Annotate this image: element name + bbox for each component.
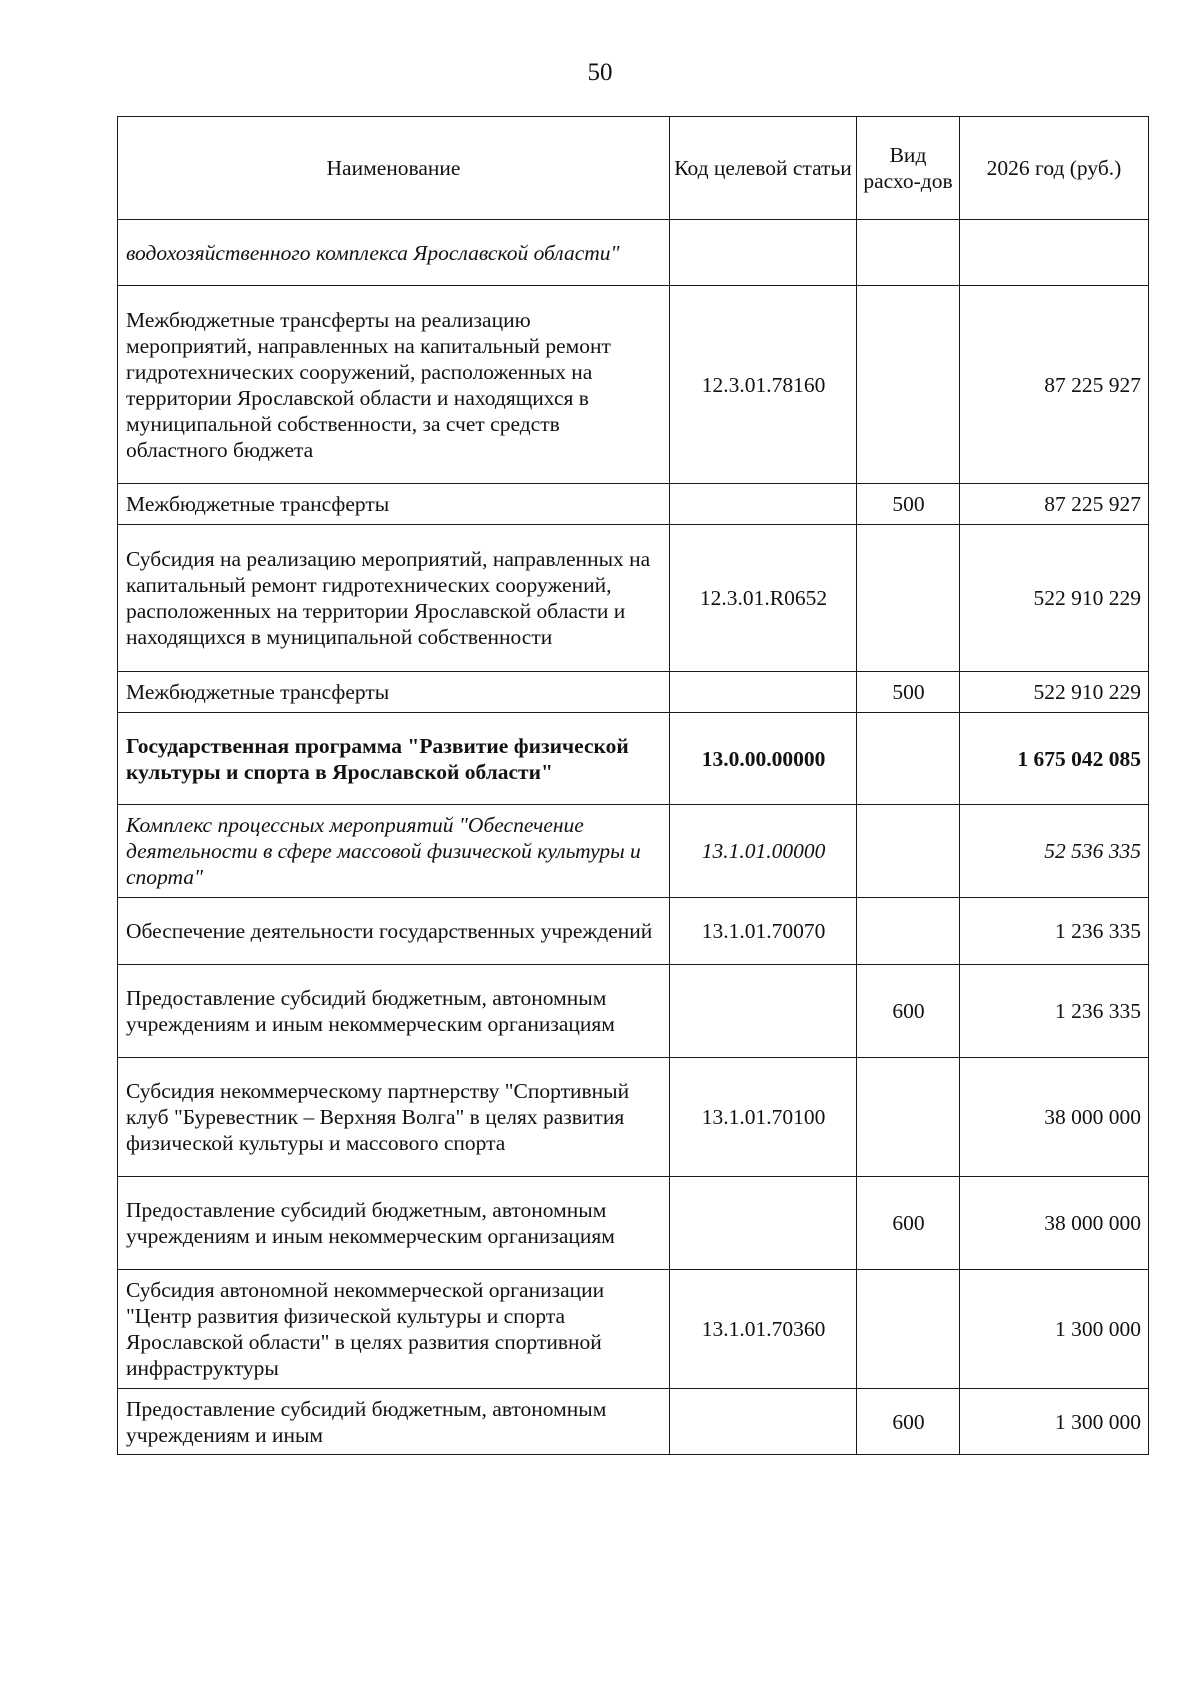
cell-kind bbox=[857, 713, 960, 805]
cell-name: Государственная программа "Развитие физической культуры и спорта в Ярославской области" bbox=[118, 713, 670, 805]
cell-name: Предоставление субсидий бюджетным, автономным учреждениям и иным некоммерческим организациям bbox=[118, 1177, 670, 1270]
cell-amount: 52 536 335 bbox=[960, 805, 1149, 898]
page-number: 50 bbox=[587, 59, 613, 86]
cell-code: 12.3.01.78160 bbox=[670, 286, 857, 484]
cell-kind bbox=[857, 525, 960, 672]
cell-kind bbox=[857, 898, 960, 965]
cell-name: Предоставление субсидий бюджетным, автономным учреждениям и иным bbox=[118, 1389, 670, 1455]
cell-kind: 600 bbox=[857, 1389, 960, 1455]
table-header-row bbox=[118, 117, 1149, 220]
cell-code bbox=[670, 965, 857, 1058]
cell-code bbox=[670, 672, 857, 713]
table-row bbox=[118, 1177, 1149, 1270]
cell-code: 13.1.01.00000 bbox=[670, 805, 857, 898]
table-row bbox=[118, 525, 1149, 672]
cell-name: Межбюджетные трансферты bbox=[118, 484, 670, 525]
cell-kind: 500 bbox=[857, 484, 960, 525]
cell-amount: 87 225 927 bbox=[960, 286, 1149, 484]
cell-amount: 1 300 000 bbox=[960, 1270, 1149, 1389]
cell-amount: 38 000 000 bbox=[960, 1177, 1149, 1270]
cell-name: Обеспечение деятельности государственных учреждений bbox=[118, 898, 670, 965]
cell-amount: 1 675 042 085 bbox=[960, 713, 1149, 805]
cell-kind bbox=[857, 1058, 960, 1177]
table-row bbox=[118, 484, 1149, 525]
table-row bbox=[118, 1270, 1149, 1389]
table-row bbox=[118, 672, 1149, 713]
cell-name: Субсидия на реализацию мероприятий, направленных на капитальный ремонт гидротехнических сооружений, расположенных на территории Ярославской области и находящихся в муниципальной собственности bbox=[118, 525, 670, 672]
cell-kind bbox=[857, 220, 960, 286]
table-body bbox=[118, 220, 1149, 1455]
budget-table bbox=[117, 116, 1149, 1455]
cell-code: 13.1.01.70100 bbox=[670, 1058, 857, 1177]
cell-kind: 500 bbox=[857, 672, 960, 713]
header-name: Наименование bbox=[118, 117, 670, 220]
header-code: Код целевой статьи bbox=[670, 117, 857, 220]
cell-kind bbox=[857, 1270, 960, 1389]
cell-amount: 87 225 927 bbox=[960, 484, 1149, 525]
cell-name: Субсидия автономной некоммерческой организации "Центр развития физической культуры и спорта Ярославской области" в целях развития спортивной инфраструктуры bbox=[118, 1270, 670, 1389]
cell-kind bbox=[857, 805, 960, 898]
cell-code: 13.1.01.70070 bbox=[670, 898, 857, 965]
cell-amount: 522 910 229 bbox=[960, 672, 1149, 713]
cell-name: Комплекс процессных мероприятий "Обеспечение деятельности в сфере массовой физической культуры и спорта" bbox=[118, 805, 670, 898]
table-row bbox=[118, 898, 1149, 965]
cell-code bbox=[670, 220, 857, 286]
table-row bbox=[118, 286, 1149, 484]
cell-name: Предоставление субсидий бюджетным, автономным учреждениям и иным некоммерческим организациям bbox=[118, 965, 670, 1058]
cell-kind bbox=[857, 286, 960, 484]
cell-name: Субсидия некоммерческому партнерству "Спортивный клуб "Буревестник – Верхняя Волга" в целях развития физической культуры и массового спорта bbox=[118, 1058, 670, 1177]
cell-amount: 1 236 335 bbox=[960, 898, 1149, 965]
cell-code bbox=[670, 1177, 857, 1270]
cell-amount: 1 300 000 bbox=[960, 1389, 1149, 1455]
table-row bbox=[118, 220, 1149, 286]
cell-amount bbox=[960, 220, 1149, 286]
cell-code bbox=[670, 1389, 857, 1455]
table-row bbox=[118, 965, 1149, 1058]
table-row bbox=[118, 805, 1149, 898]
cell-name: водохозяйственного комплекса Ярославской области" bbox=[118, 220, 670, 286]
cell-kind: 600 bbox=[857, 965, 960, 1058]
header-kind: Вид расхо-дов bbox=[857, 117, 960, 220]
table-row bbox=[118, 1389, 1149, 1455]
cell-kind: 600 bbox=[857, 1177, 960, 1270]
cell-amount: 522 910 229 bbox=[960, 525, 1149, 672]
cell-amount: 1 236 335 bbox=[960, 965, 1149, 1058]
cell-name: Межбюджетные трансферты bbox=[118, 672, 670, 713]
cell-code: 13.1.01.70360 bbox=[670, 1270, 857, 1389]
table-row bbox=[118, 1058, 1149, 1177]
cell-name: Межбюджетные трансферты на реализацию мероприятий, направленных на капитальный ремонт гидротехнических сооружений, расположенных на территории Ярославской области и находящихся в муниципальной собственности, за счет средств областного бюджета bbox=[118, 286, 670, 484]
cell-amount: 38 000 000 bbox=[960, 1058, 1149, 1177]
cell-code: 12.3.01.R0652 bbox=[670, 525, 857, 672]
header-amount: 2026 год (руб.) bbox=[960, 117, 1149, 220]
cell-code bbox=[670, 484, 857, 525]
table-row bbox=[118, 713, 1149, 805]
cell-code: 13.0.00.00000 bbox=[670, 713, 857, 805]
